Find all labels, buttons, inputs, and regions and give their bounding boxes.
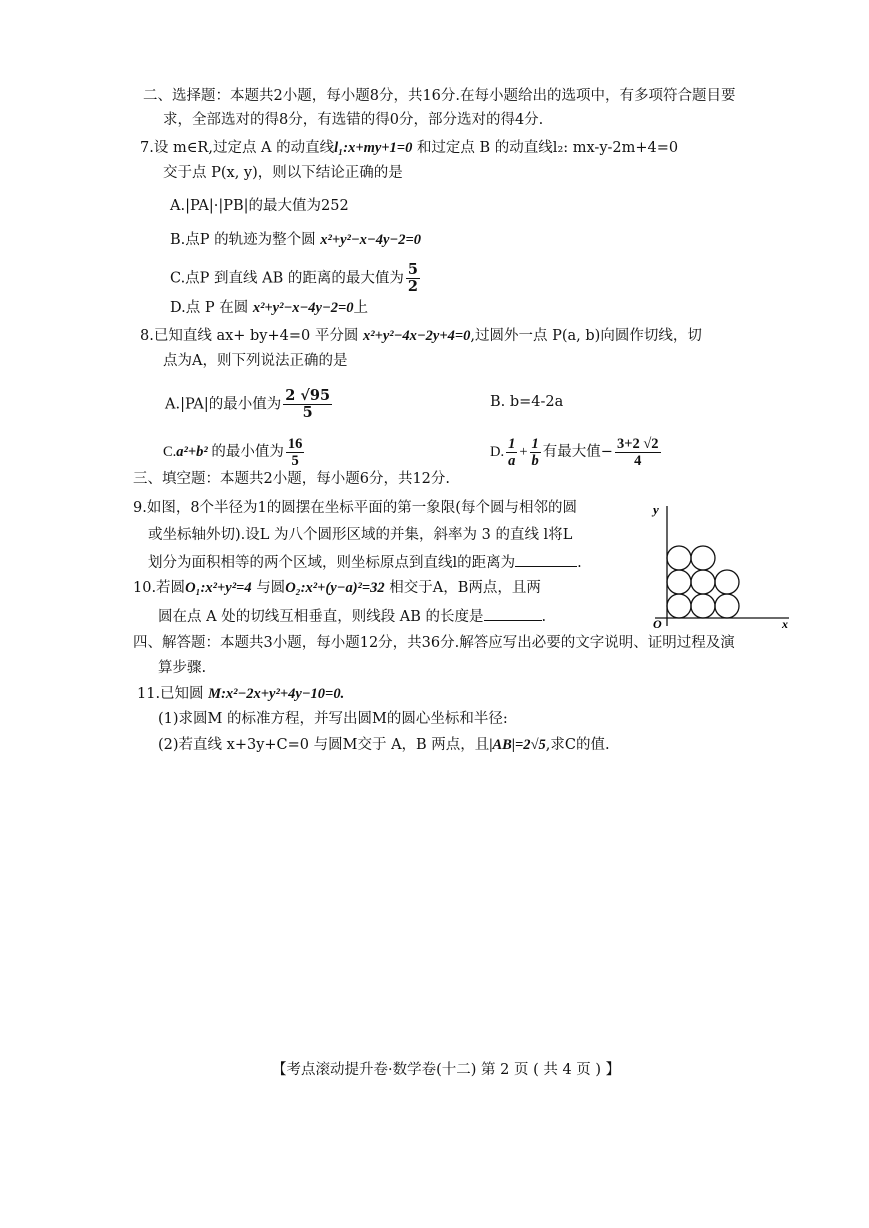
- section-2-heading-cont: 求，全部选对的得8分，有选错的得0分，部分选对的得4分.: [163, 112, 544, 128]
- fraction-numerator: 16: [287, 436, 303, 452]
- question-8-stem: [140, 326, 702, 346]
- question-8-stem-cont: 点为A，则下列说法正确的是: [163, 353, 348, 369]
- q8-option-c-expression: a²+b²: [176, 443, 208, 460]
- question-7-stem-cont: 交于点 P(x, y)，则以下结论正确的是: [163, 165, 403, 181]
- q11-ab-length: |AB|=2√5: [489, 737, 546, 753]
- q8-option-d-label: D.: [490, 443, 505, 460]
- q7-line-l1: l₁:x+my+1=0: [334, 140, 413, 156]
- origin-label: O: [653, 617, 662, 630]
- fraction-denominator: 4: [634, 453, 642, 469]
- x-axis-label: x: [782, 617, 788, 630]
- q8-option-a-text: A.|PA|的最小值为: [165, 396, 282, 413]
- q8-circle-equation: x²+y²−4x−2y+4=0: [362, 328, 471, 344]
- fraction-numerator: 1: [508, 436, 516, 452]
- q9-period: .: [577, 555, 582, 571]
- q7-option-d: [170, 298, 368, 318]
- q11-part-2-text-2: ,求C的值.: [545, 737, 610, 753]
- circle: [715, 570, 739, 594]
- plus-sign: +: [519, 443, 528, 460]
- question-9-line-2: 或坐标轴外切).设L 为八个圆形区域的并集，斜率为 3 的直线 l将L: [148, 527, 573, 543]
- q8-option-c-label: C.: [163, 443, 177, 460]
- q10-text: 10.若圆: [133, 580, 186, 596]
- fraction-denominator: b: [531, 453, 539, 469]
- q11-circle-equation: M:x²−2x+y²+4y−10=0.: [208, 686, 345, 702]
- q11-part-2-text: (2)若直线 x+3y+C=0 与圆M交于 A，B 两点，且: [158, 737, 490, 753]
- fraction-numerator: 5: [407, 261, 418, 278]
- q7-option-c-text: C.点P 到直线 AB 的距离的最大值为: [170, 270, 404, 287]
- fraction-denominator: a: [508, 453, 516, 469]
- q7-option-d-equation: x²+y²−x−4y−2=0: [252, 300, 354, 316]
- fraction-numerator: 1: [531, 436, 539, 452]
- page-footer: 【考点滚动提升卷·数学卷(十二) 第 2 页 ( 共 4 页 ) 】: [272, 1062, 621, 1078]
- question-10-line-1: [133, 578, 541, 598]
- q8-option-a-fraction: [283, 388, 332, 421]
- q7-option-d-text: D.点 P 在圆: [170, 300, 249, 316]
- q7-option-c-fraction: [406, 262, 420, 295]
- fraction-denominator: 5: [291, 453, 299, 469]
- question-11-stem: [137, 684, 344, 704]
- q10-circle-o1: O₁:x²+y²=4: [185, 580, 252, 596]
- q9-answer-blank[interactable]: [515, 552, 577, 567]
- q8-option-d-text: 有最大值−: [542, 443, 613, 460]
- q10-text-3: 相交于A，B两点，且两: [389, 580, 541, 596]
- q8-stem-text: 8.已知直线 ax+ by+4=0 平分圆: [140, 328, 359, 344]
- q7-option-d-text-2: 上: [353, 300, 369, 316]
- q7-stem-text: 7.设 m∈R,过定点 A 的动直线: [140, 140, 335, 156]
- q10-circle-o2: O₂:x²+(y−a)²=32: [285, 580, 385, 596]
- circle: [715, 594, 739, 618]
- fraction-numerator: 3+2 √2: [616, 436, 659, 452]
- section-4-heading: 四、解答题：本题共3小题，每小题12分，共36分.解答应写出必要的文字说明、证明过程及演: [133, 635, 735, 651]
- q7-option-b-equation: x²+y²−x−4y−2=0: [320, 232, 421, 248]
- circles-figure: [643, 500, 793, 630]
- circle: [667, 594, 691, 618]
- q7-option-c: [170, 262, 422, 295]
- q7-option-b-text: B.点P 的轨迹为整个圆: [170, 232, 316, 248]
- circle: [667, 546, 691, 570]
- q8-option-d-fraction-3: [615, 436, 661, 469]
- question-7-stem: [140, 138, 678, 158]
- question-9-line-1: 9.如图，8个半径为1的圆摆在坐标平面的第一象限(每个圆与相邻的圆: [133, 500, 577, 516]
- q10-answer-blank[interactable]: [484, 606, 542, 621]
- q8-option-d-fraction-1: [506, 436, 517, 469]
- question-9-line-3: [148, 552, 582, 573]
- section-3-heading: 三、填空题：本题共2小题，每小题6分，共12分.: [133, 471, 451, 487]
- circle: [691, 594, 715, 618]
- fraction-denominator: 5: [302, 404, 313, 421]
- q8-stem-text-2: ,过圆外一点 P(a, b)向圆作切线，切: [470, 328, 702, 344]
- section-2-heading: 二、选择题：本题共2小题，每小题8分，共16分.在每小题给出的选项中，有多项符合题目要: [143, 88, 736, 104]
- q8-option-d: [490, 436, 663, 469]
- q8-option-b: B. b=4-2a: [490, 394, 564, 410]
- q7-option-a: A.|PA|·|PB|的最大值为252: [170, 198, 349, 214]
- q10-text-2: 与圆: [256, 580, 286, 596]
- q8-option-d-fraction-2: [530, 436, 541, 469]
- q8-option-c-text: 的最小值为: [211, 443, 284, 460]
- circle: [667, 570, 691, 594]
- question-11-part-2: [158, 735, 610, 755]
- q7-stem-text-2: 和过定点 B 的动直线l₂: mx-y-2m+4=0: [416, 140, 679, 156]
- question-11-part-1: (1)求圆M 的标准方程，并写出圆M的圆心坐标和半径:: [158, 711, 508, 727]
- q9-text: 划分为面积相等的两个区域，则坐标原点到直线l的距离为: [148, 555, 516, 571]
- section-4-heading-cont: 算步骤.: [158, 660, 207, 676]
- circle: [691, 546, 715, 570]
- q10-text-4: 圆在点 A 处的切线互相垂直，则线段 AB 的长度是: [158, 609, 484, 625]
- circle: [691, 570, 715, 594]
- q8-option-c-fraction: [286, 436, 305, 469]
- y-axis-label: y: [653, 502, 659, 517]
- q11-text: 11.已知圆: [137, 686, 204, 702]
- fraction-denominator: 2: [407, 278, 418, 295]
- q10-period: .: [541, 609, 547, 625]
- q8-option-a: [165, 388, 334, 421]
- fraction-numerator: 2 √95: [285, 387, 331, 404]
- q8-option-c: [163, 436, 306, 469]
- question-10-line-2: [158, 606, 546, 627]
- q7-option-b: [170, 230, 421, 250]
